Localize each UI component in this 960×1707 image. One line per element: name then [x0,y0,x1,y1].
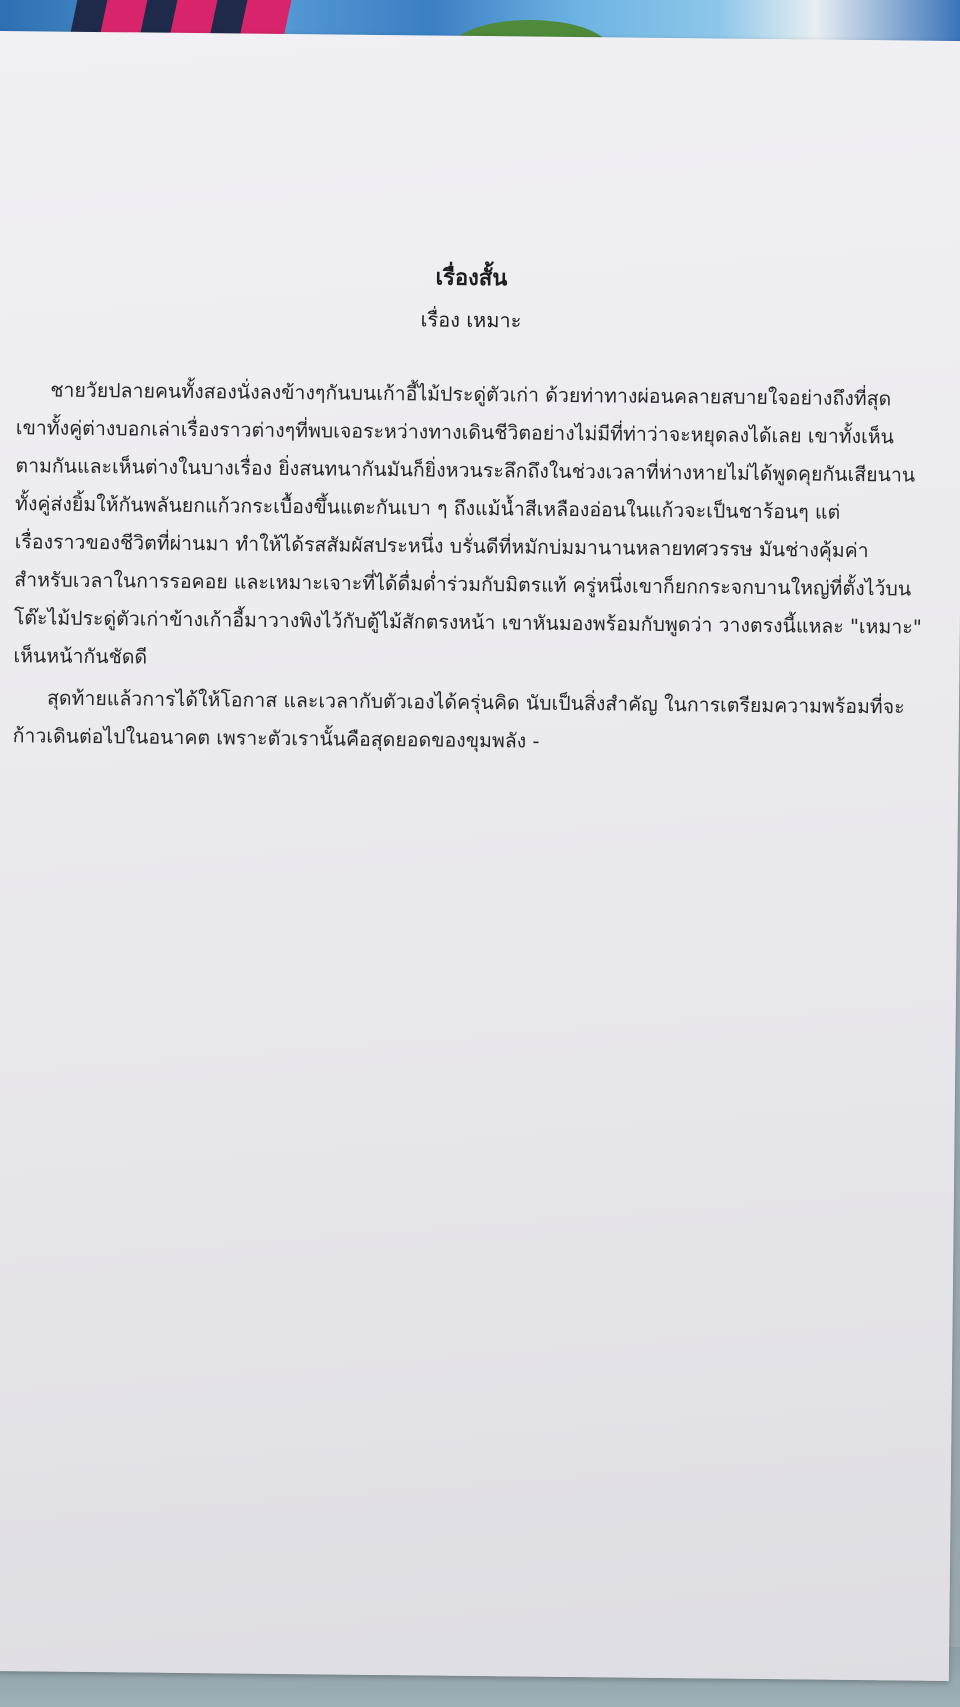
story-line: เขาทั้งคู่ต่างบอกเล่าเรื่องราวต่างๆที่พบเจอระหว่างทางเดินชีวิตอย่างไม่มีที่ท่าว่าจะหยุดลงได้เลย เขาทั้งเห็น [15,416,895,449]
paper-sheet [0,31,960,1681]
story-line: ชายวัยปลายคนทั้งสองนั่งลงข้างๆกันบนเก้าอี้ไม้ประดู่ตัวเก่า ด้วยท่าทางผ่อนคลายสบายใจอย่างถึงที่สุด [50,378,892,411]
story-line: สุดท้ายแล้วการได้ให้โอกาส และเวลากับตัวเองได้ครุ่นคิด นับเป็นสิ่งสำคัญ ในการเตรียมความพร้อมที่จะ [46,686,905,719]
story-line: สำหรับเวลาในการรอคอย และเหมาะเจาะที่ได้ดื่มด่ำร่วมกับมิตรแท้ ครู่หนึ่งเขาก็ยกกระจกบานใหญ่ที่ตั้งไว้บน [14,568,912,601]
document-subtitle: เรื่อง เหมาะ [420,307,522,333]
story-line: ก้าวเดินต่อไปในอนาคต เพราะตัวเรานั้นคือสุดยอดของขุมพลัง - [12,724,540,753]
story-line: เห็นหน้ากันชัดดี [13,644,148,669]
story-line: เรื่องราวของชีวิตที่ผ่านมา ทำให้ได้รสสัมผัสประหนึ่ง บรั่นดีที่หมักบ่มมานานหลายทศวรรษ มันช่างคุ้มค่า [14,530,869,563]
story-line: โต๊ะไม้ประดู่ตัวเก่าข้างเก้าอี้มาวางพิงไว้กับตู้ไม้สักตรงหน้า เขาหันมองพร้อมกับพูดว่า วางตรงนี้แหละ "เหมาะ" [13,606,922,639]
story-line: ทั้งคู่ส่งยิ้มให้กันพลันยกแก้วกระเบื้องขึ้นแตะกันเบา ๆ ถึงแม้น้ำสีเหลืองอ่อนในแก้วจะเป็นชาร้อนๆ แต่ [14,492,841,524]
story-body [12,371,922,764]
document-title: เรื่องสั้น [435,265,508,292]
story-line: ตามกันและเห็นต่างในบางเรื่อง ยิ่งสนทนากันมันก็ยิ่งหวนระลึกถึงในช่วงเวลาที่ห่างหายไม่ได้พูดคุยกันเสียนาน [15,454,916,487]
